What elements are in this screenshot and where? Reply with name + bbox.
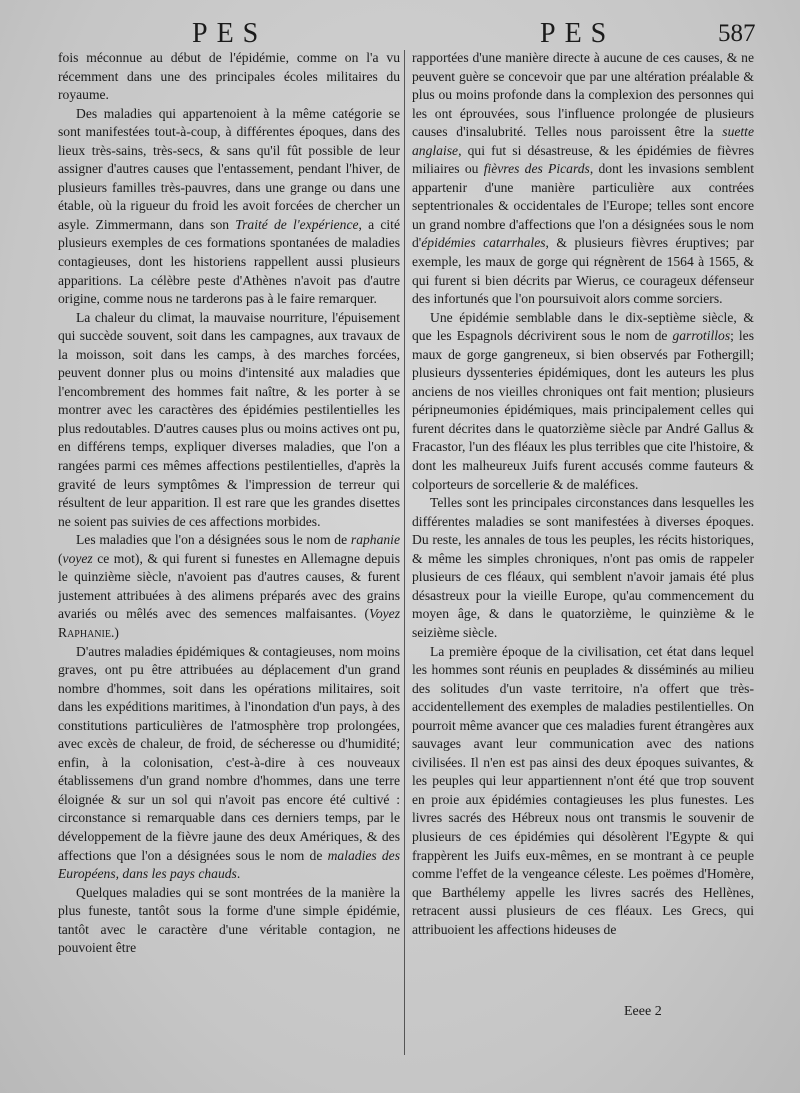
text-run: Les maladies que l'on a désignées sous le nom de: [76, 532, 351, 548]
text-run: , a cité plusieurs exemples de ces formations spontanées de maladies contagieuses, dont les historiens rappellent aussi plusieurs apparitions. La célèbre peste d'Athènes n'avoit pas d'autre origine, comme nous ne tarderons pas à le faire remarquer.: [58, 216, 400, 307]
text-run: fois méconnue au début de l'épidémie, comme on l'a vu récemment dans une des principales écoles militaires du royaume.: [58, 50, 400, 103]
left-paragraph-2: [58, 105, 400, 309]
page-number: 587: [718, 20, 756, 47]
text-run: D'autres maladies épidémiques & contagieuses, nom moins graves, ont pu être attribuées au déplacement d'un grand nombre d'hommes, soit dans les opérations militaires, soit dans les expéditions maritimes, à l'inondation d'un pays, à des constitutions particulières de l'atmosphère trop prolongées, avec excès de chaleur, de froid, de sécheresse ou d'humidité; enfin, à la colonisation, c'est-à-dire à ces nouveaux établissemens d'un grand nombre d'hommes, dans une terre éloignée & sur un sol qui n'avoit pas encore été cultivé : circonstance si remarquable dans ces derniers temps, par le développement de la fièvre jaune des deux Amériques, & des affections que l'on a désignées sous le nom de: [58, 643, 400, 863]
left-paragraph-5: [58, 643, 400, 884]
cross-reference: Raphanie: [58, 624, 111, 640]
term-italic: raphanie: [350, 532, 400, 548]
text-run: , qui fut si désastreuse, & les épidémies de fièvres miliaires ou: [412, 142, 754, 177]
term-italic: garrotillos: [672, 328, 731, 344]
text-run: , & plusieurs fièvres éruptives; par exemple, les maux de gorge qui régnèrent de 1564 à 1565, & qui furent si bien décrits par Wierus, ce courageux défenseur des infortunés que l'on poursuivoit alors comme sorciers.: [412, 235, 754, 307]
column-divider: [404, 50, 405, 1055]
text-run: Une épidémie semblable dans le dix-septième siècle, & que les Espagnols décrivirent sous le nom de: [412, 309, 754, 344]
left-paragraph-3: [58, 309, 400, 532]
text-run: rapportées d'une manière directe à aucune de ces causes, & ne peuvent guère se concevoir que par une altération préalable & plus ou moins profonde dans la complexion des personnes qui les ont éprouvées, sous l'influence prolongée de plusieurs causes d'insalubrité. Telles nous paroissent être la: [412, 50, 754, 140]
term-italic: suette anglaise: [412, 124, 754, 158]
text-run: Telles sont les principales circonstances dans lesquelles les différentes maladies se sont manifestées à diverses époques. Du reste, les annales de tous les peuples, les récits historiques, & même les simples chroniques, n'ont pas omis de rappeler plusieurs de ces fléaux, qui semblent n'avoir jamais été plus désastreux pour la vieille Europe, qu'au commencement du moyen âge, & dans le quatorzième, le quinzième & le seizième siècle.: [412, 495, 754, 640]
running-head: [0, 18, 800, 52]
book-title-italic: Traité de l'expérience: [235, 216, 359, 232]
running-head-left: PES: [192, 18, 268, 49]
text-run: La chaleur du climat, la mauvaise nourriture, l'épuisement qui succède souvent, soit dans les campagnes, aux travaux de la moisson, soit dans les camps, à des marches forcées, peuvent donner plus ou moins d'intensité aux maladies que l'encombrement des hommes fait naître, & les porter à se montrer avec les caractères des épidémies pestilentielles les plus redoutables. D'autres causes plus ou moins actives ont pu, en différens temps, expliquer diverses maladies, que l'on a rangées parmi ces mêmes affections pestilentielles, d'après la gravité de leurs symptômes & l'impression de terreur qui résultent de leur apparition. Il est rare que les grandes disettes ne soient pas suivies de ces affections morbides.: [58, 309, 400, 529]
right-paragraph-1: [412, 49, 754, 309]
running-head-right: PES: [540, 18, 616, 49]
signature-mark: Eeee 2: [624, 1004, 662, 1019]
term-italic: maladies des Européens, dans les pays chauds: [58, 847, 400, 882]
left-paragraph-4: [58, 531, 400, 642]
text-run: ; les maux de gorge gangreneux, si bien observés par Fothergill; plusieurs dyssenteries épidémiques, dont les auteurs les plus anciens de nos vieilles chroniques ont fait mention; plusieurs péripneumonies épidémiques, mais principalement celles qui furent décrites dans le quatorzième siècle par André Gallus & Fracastor, l'un des fléaux les plus terribles que cite l'histoire, & dont les malheureux Juifs furent accusés comme fauteurs & colporteurs de sorcellerie & de maléfices.: [412, 328, 754, 492]
text-run: ce mot), & qui furent si funestes en Allemagne depuis le quinzième siècle, n'avoient pas d'autres causes, & furent justement attribuées à des alimens préparés avec des grains avariés ou mêlés avec des semences malfaisantes. (: [58, 550, 400, 622]
right-paragraph-4: [412, 643, 754, 940]
right-paragraph-3: [412, 494, 754, 642]
text-run: La première époque de la civilisation, cet état dans lequel les hommes sont réunis en peuplades & disséminés au milieu des solitudes d'un vaste territoire, n'a offert que très-accidentellement des exemples de maladies pestilentielles. On pourroit même avancer que ces maladies furent étrangères aux sauvages avant leur communication avec des nations civilisées. Il n'en est pas ainsi des deux époques suivantes, & les peuples qui leur appartiennent n'ont été que trop souvent en proie aux épidémies contagieuses les plus funestes. Les livres sacrés des Hébreux nous ont transmis le souvenir de plusieurs de ces épidémies qui désolèrent l'Egypte & qui frappèrent les Juifs eux-mêmes, en se montrant à ce peuple comme l'effet de la vengeance céleste. Les poëmes d'Homère, que Barthélemy appelle les livres sacrés des Hellènes, retracent aussi plusieurs de ces fléaux. Les Grecs, qui attribuoient les affections hideuses de: [412, 643, 754, 937]
text-run: , dont les invasions semblent appartenir d'une manière particulière aux contrées septentrionales & occidentales de l'Europe; telles sont encore un grand nombre d'affections que l'on a désignées sous le nom d': [412, 161, 754, 251]
left-paragraph-6: [58, 884, 400, 958]
text-run: .: [236, 866, 241, 882]
right-column: [412, 49, 754, 1049]
text-run: .): [110, 624, 119, 640]
term-italic: fièvres des Picards: [483, 161, 590, 177]
term-italic: voyez: [62, 550, 93, 566]
text-run: (: [58, 550, 63, 566]
left-paragraph-1: [58, 49, 400, 105]
text-run: Quelques maladies qui se sont montrées de la manière la plus funeste, tantôt sous la forme d'une simple épidémie, tantôt avec le caractère d'une véritable contagion, ne pouvoient être: [58, 884, 400, 956]
term-italic: Voyez: [369, 606, 400, 622]
term-italic: épidémies catarrhales: [421, 235, 546, 251]
text-run: Des maladies qui appartenoient à la même catégorie se sont manifestées tout-à-coup, à différentes époques, dans des lieux très-sains, très-secs, & sans qu'il fût possible de leur assigner d'autres causes que l'entassement, pendant l'hiver, de plusieurs familles très-pauvres, dans une grange ou dans une étable, où la rigueur du froid les avoit forcées de chercher un asyle. Zimmermann, dans son: [58, 105, 400, 232]
right-paragraph-2: [412, 309, 754, 494]
left-column: [58, 49, 400, 1049]
